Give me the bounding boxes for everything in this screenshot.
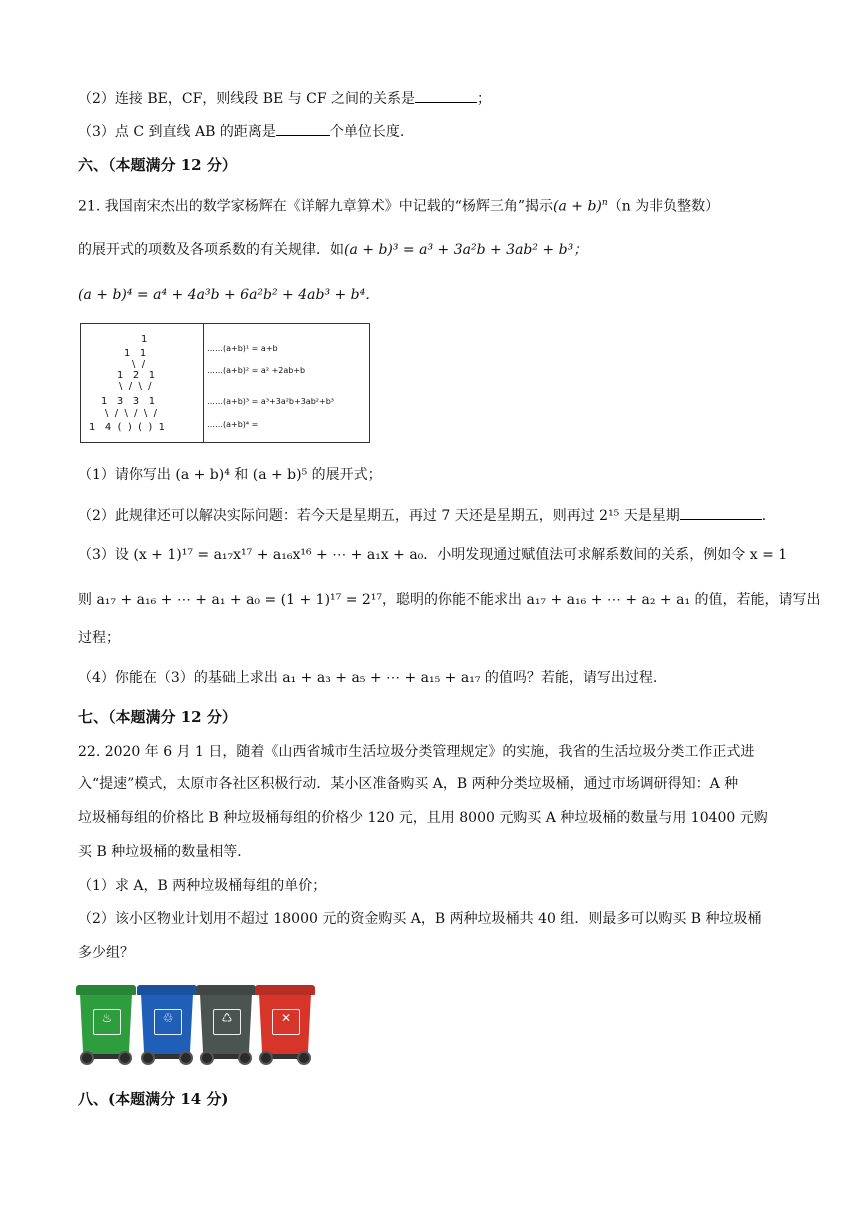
q21-intro-line2 [78,240,790,260]
yang-hui-triangle-figure [80,323,370,443]
q21-intro-tail: （n 为非负整数） [607,198,720,215]
triangle-slash-1: \ / [132,359,146,370]
trash-bin [257,985,313,1069]
trash-bin-lid [76,985,136,995]
q22-line2: 入“提速”模式，太原市各社区积极行动．某小区准备购买 A，B 两种分类垃圾桶，通过市场调研得知：A 种 [78,776,739,792]
section-6-heading: 六、（本题满分 12 分） [78,156,237,174]
recyclable-icon: ♲ [162,1011,174,1025]
q21-intro-sup: n [601,198,608,208]
triangle-row-4: 1 4 ( ) ( ) 1 [89,422,166,433]
trash-bin-label [93,1009,121,1035]
section-7-heading: 七、（本题满分 12 分） [78,708,237,726]
q20-part2-text: （2）连接 BE，CF，则线段 BE 与 CF 之间的关系是 [78,91,416,107]
trash-bin-label [272,1009,300,1035]
q20-part3 [78,121,790,142]
triangle-slash-2: \ / \ / [119,381,152,392]
q20-part2-end: ； [477,91,492,107]
triangle-row-2: 1 2 1 [117,370,156,381]
q20-part2 [78,88,790,109]
triangle-numbers [81,324,203,444]
q21-example-fourth: (a + b)⁴ = a⁴ + 4a³b + 6a²b² + 4ab³ + b⁴． [78,287,380,303]
q20-part3-text: （3）点 C 到直线 AB 的距离是 [78,124,276,140]
q21-part2-end: ． [761,508,776,524]
q22-part2-line2: 多少组？ [78,945,134,961]
trash-bin [78,985,134,1069]
wheel-icon [259,1051,273,1065]
q22-line1: 22. 2020 年 6 月 1 日，随着《山西省城市生活垃圾分类管理规定》的实施，我省的生活垃圾分类工作正式进 [78,744,755,760]
q20-part3-end: 个单位长度. [329,124,405,140]
figure-eq-2: ……(a+b)² = a² +2ab+b [207,366,306,375]
wheel-icon [238,1051,252,1065]
trash-bin [198,985,254,1069]
q21-part1: （1）请你写出 (a + b)⁴ 和 (a + b)⁵ 的展开式； [78,467,382,483]
wheel-icon [118,1051,132,1065]
triangle-row-0: 1 [141,334,148,345]
kitchen-waste-icon: ♨ [101,1011,113,1025]
triangle-slash-3: \ / \ / \ / [105,408,158,419]
trash-bin [139,985,195,1069]
triangle-row-3: 1 3 3 1 [101,396,156,407]
triangle-row-1: 1 1 [124,348,147,359]
answer-blank [415,88,477,103]
figure-eq-1: ……(a+b)¹ = a+b [207,344,278,353]
hazardous-waste-icon: ✕ [280,1011,292,1025]
answer-blank [680,505,762,520]
wheel-icon [297,1051,311,1065]
q21-part2 [78,505,790,526]
answer-blank [276,121,330,136]
q21-part3-line2: 则 a₁₇ + a₁₆ + ⋯ + a₁ + a₀ = (1 + 1)¹⁷ = 2¹⁷，聪明的你能不能求出 a₁₇ + a₁₆ + ⋯ + a₂ + a₁ 的值，若能，请写出 [78,592,821,608]
q22-line4: 买 B 种垃圾桶的数量相等． [78,844,252,860]
wheel-icon [80,1051,94,1065]
wheel-icon [179,1051,193,1065]
other-waste-icon: ♺ [221,1011,233,1025]
wheel-icon [141,1051,155,1065]
q21-intro-line1 [78,193,790,217]
q21-intro2-text: 的展开式的项数及各项系数的有关规律．如 [78,242,344,258]
trash-bin-lid [137,985,197,995]
q21-part4: （4）你能在（3）的基础上求出 a₁ + a₃ + a₅ + ⋯ + a₁₅ + a₁₇ 的值吗？若能，请写出过程. [78,670,658,686]
q22-part2-line1: （2）该小区物业计划用不超过 18000 元的资金购买 A，B 两种垃圾桶共 40 组．则最多可以购买 B 种垃圾桶 [78,911,762,927]
trash-bin-label [154,1009,182,1035]
q21-intro-text: 21. 我国南宋杰出的数学家杨辉在《详解九章算术》中记载的“杨辉三角”揭示 [78,198,554,215]
wheel-icon [200,1051,214,1065]
q21-part2-text: （2）此规律还可以解决实际问题：若今天是星期五，再过 7 天还是星期五，则再过 2¹⁵ 天是星期 [78,508,680,524]
figure-eq-3: ……(a+b)³ = a³+3a²b+3ab²+b³ [207,397,334,406]
q21-example-cube: (a + b)³ = a³ + 3a²b + 3ab² + b³； [344,242,588,258]
q21-part3-line3: 过程； [78,630,120,646]
trash-bin-lid [255,985,315,995]
q22-part1: （1）求 A，B 两种垃圾桶每组的单价； [78,878,327,894]
trash-bin-label [213,1009,241,1035]
figure-divider [203,324,204,442]
q22-line3: 垃圾桶每组的价格比 B 种垃圾桶每组的价格少 120 元，且用 8000 元购买 A 种垃圾桶的数量与用 10400 元购 [78,810,768,826]
q21-part3-line1: （3）设 (x + 1)¹⁷ = a₁₇x¹⁷ + a₁₆x¹⁶ + ⋯ + a₁x + a₀．小明发现通过赋值法可求解系数间的关系，例如令 x = 1 [78,547,788,563]
figure-eq-4: ……(a+b)⁴ = [207,420,259,429]
q21-intro-expr: (a + b) [553,198,602,215]
trash-bin-lid [196,985,256,995]
section-8-heading: 八、(本题满分 14 分) [78,1090,229,1108]
